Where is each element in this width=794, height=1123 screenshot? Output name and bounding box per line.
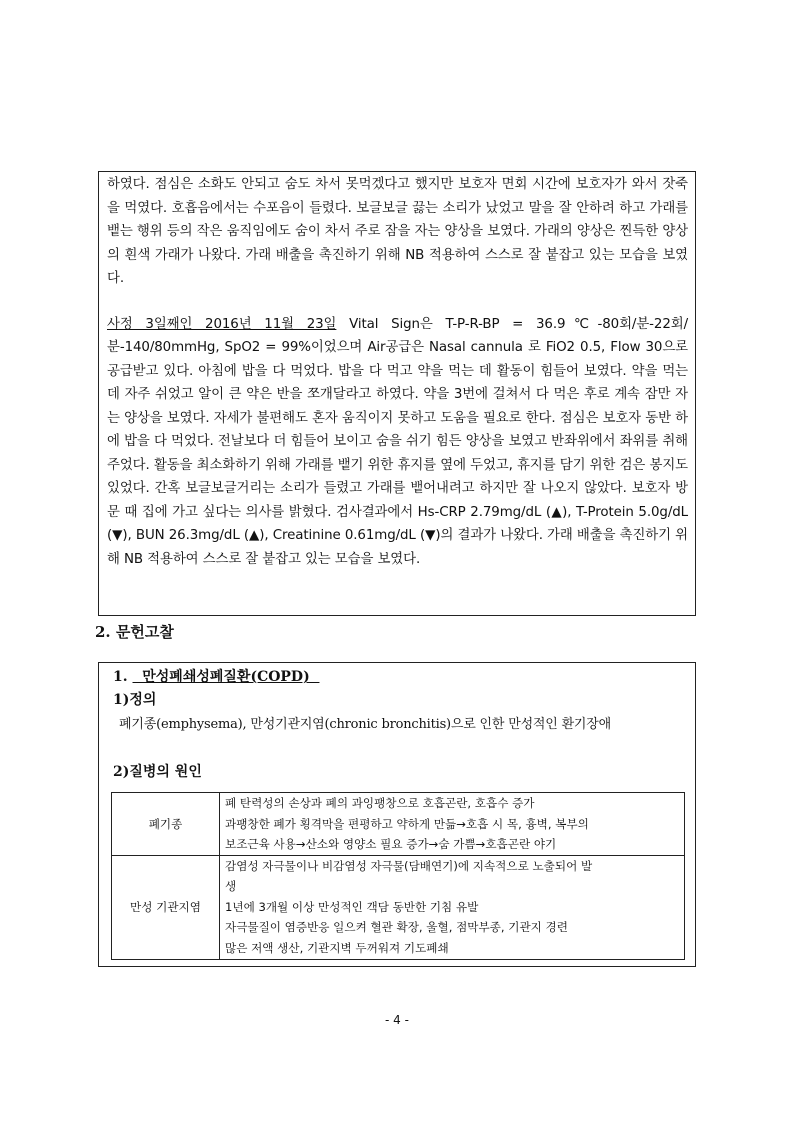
description-line: 자극물질이 염증반응 일으켜 혈관 확장, 울혈, 점막부종, 기관지 경련 [225, 920, 568, 935]
page-number: - 4 - [385, 1013, 409, 1027]
case-paragraph-2-body: Vital Sign은 T-P-R-BP = 36.9℃-80회/분-22회/분-140/80mmHg, SpO2 = 99%이었으며 Air공급은 Nasal cannula 로 FiO2 0.5, Flow 30으로 공급받고 있다. 아침에 밥을 다 먹었다. 밥을 다 먹고 약을 먹는 데 활동이 힘들어 보였다. 약을 먹는 데 자주 쉬었고 알이 큰 약은 반을 쪼개달라고 하였다. 약을 3번에 걸쳐서 다 먹은 후로 계속 잠만 자는 양상을 보였다. 자세가 불편해도 혼자 움직이지 못하고 도움을 필요로 한다. 점심은 보호자 동반 하에 밥을 다 먹었다. 전날보다 더 힘들어 보이고 숨을 쉬기 힘든 양상을 보였고 반좌위에서 좌위를 취해주었다. 활동을 최소화하기 위해 가래를 뱉기 위한 휴지를 옆에 두었고, 휴지를 담기 위한 검은 봉지도 있었다. 간혹 보글보글거리는 소리가 들렸고 가래를 뱉어내려고 하지만 잘 나오지 않았다. 보호자 방문 때 집에 가고 싶다는 의사를 밝혔다. 검사결과에서 Hs-CRP 2.79mg/dL (▲), T-Protein 5.0g/dL (▼), BUN 26.3mg/dL (▲), Creatinine 0.61mg/dL (▼)의 결과가 나왔다. 가래 배출을 촉진하기 위해 NB 적용하여 스스로 잘 붙잡고 있는 모습을 보였다. [107, 316, 688, 567]
cause-description [220, 855, 685, 959]
cause-description [220, 793, 685, 856]
cause-category: 폐기종 [112, 793, 220, 856]
cause-category: 만성 기관지염 [112, 855, 220, 959]
disease-number: 1. [113, 669, 133, 685]
description-line: 보조근육 사용→산소와 영양소 필요 증가→숨 가쁨→호흡곤란 야기 [225, 837, 557, 851]
description-line: 과팽창한 폐가 횡격막을 편평하고 약하게 만듦→호흡 시 목, 흉벽, 복부의 [225, 816, 589, 831]
description-line: 감염성 자극물이나 비감염성 자극물(담배연기)에 지속적으로 노출되어 발 [225, 858, 593, 873]
cause-heading: 2)질병의 원인 [113, 764, 202, 780]
definition-heading: 1)정의 [113, 692, 157, 708]
literature-review-box [98, 662, 696, 967]
description-line: 1년에 3개월 이상 만성적인 객담 동반한 기침 유발 [225, 899, 479, 914]
table-row [112, 855, 685, 959]
case-paragraph-1: 하였다. 점심은 소화도 안되고 숨도 차서 못먹겠다고 했지만 보호자 면회 시간에 보호자가 와서 잣죽을 먹였다. 호흡음에서는 수포음이 들렸다. 보글보글 끓는 소리가 났었고 말을 잘 안하려 하고 가래를 뱉는 행위 등의 작은 움직임에도 숨이 차서 주로 잠을 자는 양상을 보였다. 가래의 양상은 찐득한 양상의 흰색 가래가 나왔다. 가래 배출을 촉진하기 위해 NB 적용하여 스스로 잘 붙잡고 있는 모습을 보였다. [107, 177, 688, 286]
description-line: 생 [225, 879, 237, 894]
case-description-box [98, 171, 696, 616]
disease-heading [113, 666, 319, 686]
case-paragraph-2 [107, 313, 688, 572]
assessment-day-underlined: 사정 3일째인 2016년 11월 23일 [107, 316, 337, 332]
disease-title: 만성폐쇄성폐질환(COPD) [132, 669, 320, 685]
description-line: 폐 탄력성의 손상과 폐의 과잉팽창으로 호흡곤란, 호흡수 증가 [225, 796, 535, 810]
section-heading: 2. 문헌고찰 [95, 623, 174, 641]
cause-table [111, 792, 685, 960]
description-line: 많은 저액 생산, 기관지벽 두꺼워져 기도폐쇄 [225, 940, 449, 955]
definition-text: 폐기종(emphysema), 만성기관지염(chronic bronchitis)으로 인한 만성적인 환기장애 [119, 717, 612, 732]
table-row [112, 793, 685, 856]
